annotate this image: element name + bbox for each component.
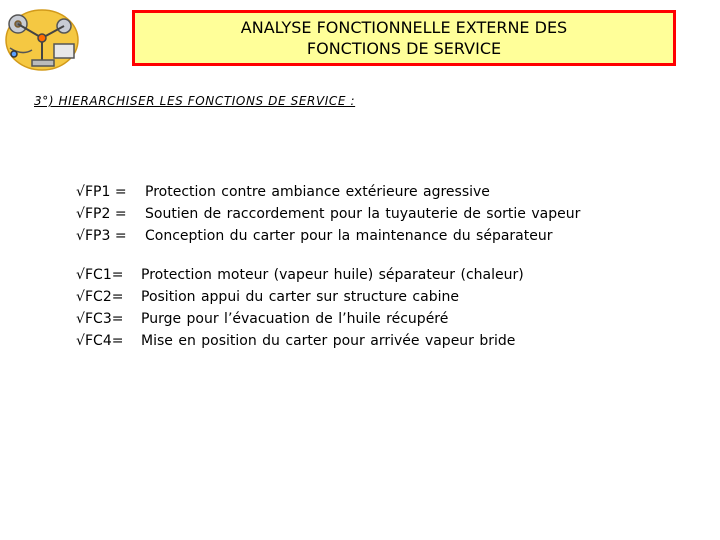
check-icon: √ <box>76 311 85 327</box>
function-code: FC2= <box>85 289 124 305</box>
function-code: FC4= <box>85 333 124 349</box>
function-description: Conception du carter pour la maintenance du séparateur <box>145 228 553 244</box>
check-icon: √ <box>76 289 85 305</box>
principal-functions-list <box>76 181 580 247</box>
page-title-box <box>132 10 676 66</box>
page-title-line-1: ANALYSE FONCTIONNELLE EXTERNE DES <box>240 18 568 37</box>
constraint-functions-list <box>76 264 524 352</box>
section-heading: 3°) HIERARCHISER LES FONCTIONS DE SERVICE : <box>34 94 356 108</box>
list-item <box>76 225 580 247</box>
mechanism-logo-icon <box>2 4 82 76</box>
function-code: FC3= <box>85 311 124 327</box>
function-description: Purge pour l’évacuation de l’huile récupéré <box>141 311 449 327</box>
function-code: FP3 = <box>85 228 127 244</box>
check-icon: √ <box>76 206 85 222</box>
page-title-line-2: FONCTIONS DE SERVICE <box>306 39 502 58</box>
function-description: Position appui du carter sur structure cabine <box>141 289 459 305</box>
function-code: FP1 = <box>85 184 127 200</box>
list-item <box>76 330 524 352</box>
list-item <box>76 308 524 330</box>
list-item <box>76 286 524 308</box>
check-icon: √ <box>76 333 85 349</box>
function-description: Protection moteur (vapeur huile) séparateur (chaleur) <box>141 267 524 283</box>
function-description: Soutien de raccordement pour la tuyauterie de sortie vapeur <box>145 206 581 222</box>
check-icon: √ <box>76 267 85 283</box>
function-description: Mise en position du carter pour arrivée vapeur bride <box>141 333 516 349</box>
function-description: Protection contre ambiance extérieure agressive <box>145 184 490 200</box>
list-item <box>76 181 580 203</box>
check-icon: √ <box>76 184 85 200</box>
function-code: FP2 = <box>85 206 127 222</box>
function-code: FC1= <box>85 267 124 283</box>
list-item <box>76 264 524 286</box>
list-item <box>76 203 580 225</box>
check-icon: √ <box>76 228 85 244</box>
